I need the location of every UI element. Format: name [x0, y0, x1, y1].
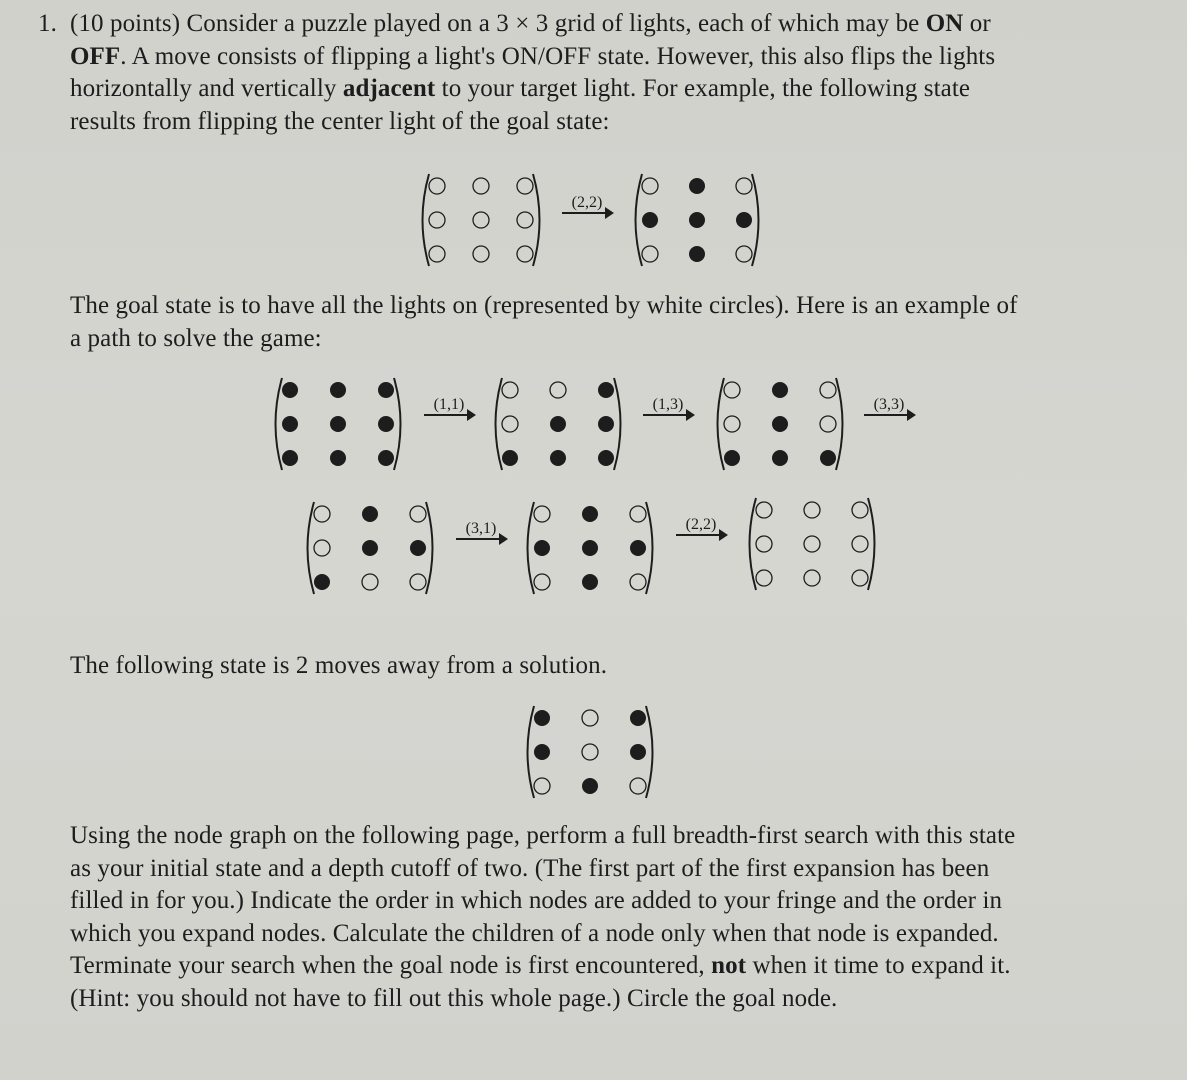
light-on	[724, 382, 740, 398]
light-on	[517, 246, 533, 262]
light-off	[642, 212, 658, 228]
goal-line: a path to solve the game:	[70, 324, 322, 352]
light-off	[282, 416, 298, 432]
light-off	[736, 212, 752, 228]
path-move-arrow	[864, 396, 914, 416]
light-on	[429, 178, 445, 194]
left-paren	[496, 378, 503, 470]
light-on	[756, 502, 772, 518]
light-off	[282, 382, 298, 398]
light-on	[473, 178, 489, 194]
light-on	[550, 382, 566, 398]
light-off	[598, 450, 614, 466]
light-off	[582, 506, 598, 522]
light-on	[804, 570, 820, 586]
light-on	[314, 506, 330, 522]
intro-line: OFF. A move consists of flipping a light's ON/OFF state. However, this also flips the lights	[70, 42, 996, 70]
arrow-line	[676, 534, 726, 536]
light-off	[534, 540, 550, 556]
light-off	[534, 710, 550, 726]
move-label: (2,2)	[571, 194, 603, 211]
task-line: Terminate your search when the goal node is first encountered, not when it time to expand it.	[70, 952, 1011, 979]
arrow-line	[424, 414, 474, 416]
light-on	[582, 710, 598, 726]
right-paren	[533, 174, 540, 266]
arrow-line	[864, 414, 914, 416]
light-off	[820, 450, 836, 466]
light-off	[598, 416, 614, 432]
left-paren	[423, 174, 430, 266]
light-on	[410, 574, 426, 590]
move-label: (1,3)	[652, 396, 684, 413]
light-off	[378, 382, 394, 398]
arrow-line	[456, 538, 506, 540]
task-line: (Hint: you should not have to fill out this whole page.) Circle the goal node.	[70, 984, 838, 1012]
move-label: (2,2)	[685, 516, 717, 533]
light-on	[630, 506, 646, 522]
path-state-2	[488, 376, 628, 472]
light-off	[630, 710, 646, 726]
right-paren	[394, 378, 401, 470]
light-on	[852, 570, 868, 586]
move-label: (1,1)	[433, 396, 465, 413]
light-off	[330, 450, 346, 466]
light-off	[772, 382, 788, 398]
moves-away-text: The following state is 2 moves away from a solution.	[70, 652, 608, 679]
path-move-arrow	[643, 396, 693, 416]
path-state-1	[268, 376, 408, 472]
light-off	[410, 540, 426, 556]
problem-number: 1.	[38, 10, 57, 37]
light-on	[852, 536, 868, 552]
light-off	[282, 450, 298, 466]
path-goal-state	[742, 496, 882, 592]
light-on	[642, 246, 658, 262]
light-off	[330, 382, 346, 398]
light-on	[724, 416, 740, 432]
light-off	[630, 540, 646, 556]
move-label: (3,1)	[465, 520, 497, 537]
task-line: filled in for you.) Indicate the order in which nodes are added to your fringe and the order in	[70, 887, 1003, 914]
light-on	[534, 506, 550, 522]
task-line: which you expand nodes. Calculate the children of a node only when that node is expanded.	[70, 919, 999, 947]
task-line: as your initial state and a depth cutoff of two. (The first part of the first expansion has been	[70, 854, 990, 882]
right-paren	[868, 498, 875, 590]
light-off	[330, 416, 346, 432]
light-off	[630, 744, 646, 760]
light-off	[378, 416, 394, 432]
right-paren	[614, 378, 621, 470]
light-off	[582, 574, 598, 590]
arrow-line	[562, 212, 612, 214]
initial-state	[520, 704, 660, 800]
light-off	[772, 416, 788, 432]
right-paren	[752, 174, 759, 266]
light-on	[804, 502, 820, 518]
left-paren	[718, 378, 725, 470]
light-off	[502, 450, 518, 466]
light-off	[598, 382, 614, 398]
light-on	[820, 382, 836, 398]
example-move-arrow	[562, 194, 612, 214]
path-move-arrow	[424, 396, 474, 416]
intro-line: (10 points) Consider a puzzle played on a 3 × 3 grid of lights, each of which may be ON or	[70, 10, 991, 37]
path-state-3	[710, 376, 850, 472]
left-paren	[528, 706, 535, 798]
light-on	[429, 246, 445, 262]
light-on	[473, 246, 489, 262]
light-on	[314, 540, 330, 556]
light-on	[534, 778, 550, 794]
light-on	[736, 178, 752, 194]
example-to-state	[628, 172, 766, 268]
intro-line: results from flipping the center light of the goal state:	[70, 107, 610, 135]
move-label: (3,3)	[873, 396, 905, 413]
left-paren	[636, 174, 643, 266]
light-on	[630, 778, 646, 794]
light-off	[550, 450, 566, 466]
task-instructions	[70, 820, 1015, 1015]
light-on	[410, 506, 426, 522]
task-line: Using the node graph on the following page, perform a full breadth-first search with this state	[70, 822, 1016, 849]
right-paren	[426, 502, 433, 594]
light-on	[756, 536, 772, 552]
light-on	[502, 416, 518, 432]
light-off	[362, 540, 378, 556]
light-on	[429, 212, 445, 228]
light-off	[689, 212, 705, 228]
problem-intro	[38, 8, 995, 138]
left-paren	[276, 378, 283, 470]
path-move-arrow	[676, 516, 726, 536]
light-on	[517, 178, 533, 194]
left-paren	[528, 502, 535, 594]
right-paren	[646, 502, 653, 594]
goal-line: The goal state is to have all the lights on (represented by white circles). Here is an example of	[70, 292, 1018, 319]
light-off	[724, 450, 740, 466]
light-on	[534, 574, 550, 590]
light-on	[756, 570, 772, 586]
light-on	[852, 502, 868, 518]
light-on	[502, 382, 518, 398]
path-move-arrow	[456, 520, 506, 540]
light-off	[534, 744, 550, 760]
path-state-4	[300, 500, 440, 596]
light-on	[642, 178, 658, 194]
light-on	[804, 536, 820, 552]
light-off	[550, 416, 566, 432]
left-paren	[308, 502, 315, 594]
light-off	[689, 178, 705, 194]
light-off	[362, 506, 378, 522]
path-state-5	[520, 500, 660, 596]
light-off	[582, 540, 598, 556]
arrow-line	[643, 414, 693, 416]
light-off	[772, 450, 788, 466]
light-off	[689, 246, 705, 262]
light-on	[362, 574, 378, 590]
light-off	[378, 450, 394, 466]
light-off	[582, 778, 598, 794]
goal-description	[70, 290, 1018, 355]
light-on	[820, 416, 836, 432]
light-on	[582, 744, 598, 760]
intro-line: horizontally and vertically adjacent to your target light. For example, the following state	[70, 75, 971, 102]
right-paren	[836, 378, 843, 470]
example-from-state	[415, 172, 547, 268]
light-on	[473, 212, 489, 228]
light-off	[314, 574, 330, 590]
right-paren	[646, 706, 653, 798]
light-on	[517, 212, 533, 228]
light-on	[736, 246, 752, 262]
light-on	[630, 574, 646, 590]
left-paren	[750, 498, 757, 590]
